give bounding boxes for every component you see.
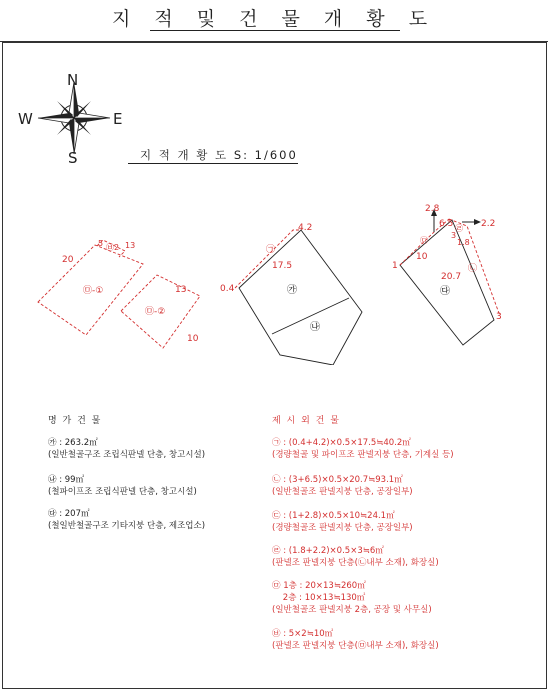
right-small-2: ㉡ xyxy=(468,264,478,274)
legend-line: (일반철골조 판넬지붕 2층, 공장 및 사무실) xyxy=(272,605,432,615)
left-small-label: ㉥ xyxy=(106,243,114,252)
legend-line: (경량철골 및 파이프조 판넬지붕 단층, 기계실 등) xyxy=(272,450,454,460)
legend-red-item xyxy=(272,580,432,616)
mid-small-label: ㉠ xyxy=(266,245,276,255)
right-label: ㉰ xyxy=(440,286,450,297)
legend-red-title: 제 시 외 건 물 xyxy=(272,416,341,426)
left-dim-d2: 2 xyxy=(114,243,120,252)
site-diagram xyxy=(0,195,548,365)
right-dim-t9: 3 xyxy=(496,312,502,322)
legend-line: ㉮ : 263.2㎡ xyxy=(48,438,98,448)
legend-line: ㉡ : (3+6.5)×0.5×20.7≒93.1㎡ xyxy=(272,475,403,485)
left-dim-right: 13 xyxy=(175,285,187,295)
right-small-3: ㉣ xyxy=(455,224,463,233)
mid-dim-l1: 4.2 xyxy=(298,223,313,233)
legend-line: ㉤ 1층 : 20×13≒260㎡ xyxy=(272,581,366,591)
right-small-1: ㉢ xyxy=(420,236,428,245)
left-dim-bottom: 10 xyxy=(187,334,199,344)
legend-red-item xyxy=(272,628,439,652)
legend-line: (철일반철골구조 기타지붕 단층, 제조업소) xyxy=(48,521,206,531)
legend-black-item xyxy=(48,437,205,461)
legend-line: ㉣ : (1.8+2.2)×0.5×3≒6㎡ xyxy=(272,546,384,556)
compass-n: N xyxy=(67,72,79,89)
legend-black-item xyxy=(48,474,197,498)
right-dim-t2: 6.5 xyxy=(439,219,454,229)
legend-line: (경량철골조 판넬지붕 단층, 공장일부) xyxy=(272,523,413,533)
left-dim-d1: 5 xyxy=(98,239,104,248)
middle-buildings xyxy=(235,230,362,365)
legend-line: ㉰ : 207㎡ xyxy=(48,509,90,519)
right-dim-t5: 1.8 xyxy=(457,238,470,247)
legend-red-item xyxy=(272,510,413,534)
left-dim-top: 20 xyxy=(62,255,74,265)
legend-line: ㉥ : 5×2≒10㎡ xyxy=(272,629,334,639)
right-dim-t4: 3 xyxy=(451,231,457,240)
scale-underline xyxy=(128,163,298,164)
legend-line: (철파이프조 조립식판넬 단층, 창고시설) xyxy=(48,487,197,497)
right-dim-t3: 2.2 xyxy=(481,219,496,229)
right-dim-t7: 10 xyxy=(416,252,428,262)
legend-line: (판넬조 판넬지붕 단층(㉤내부 소재), 화장실) xyxy=(272,641,439,651)
legend-line: ㉢ : (1+2.8)×0.5×10≒24.1㎡ xyxy=(272,511,395,521)
right-dim-t6: 1 xyxy=(392,261,398,271)
compass-e: E xyxy=(113,110,123,128)
legend-red-item xyxy=(272,474,413,498)
mid-dim-l3: 0.4 xyxy=(220,284,235,294)
title-underline xyxy=(150,30,400,31)
legend-line: (판넬조 판넬지붕 단층(㉡내부 소재), 화장실) xyxy=(272,558,439,568)
legend-line: ㉠ : (0.4+4.2)×0.5×17.5≒40.2㎡ xyxy=(272,438,411,448)
left-label-2: ㉤-② xyxy=(145,307,166,317)
legend-line: ㉯ : 99㎡ xyxy=(48,475,85,485)
legend-line: (일반철골조 판넬지붕 단층, 공장일부) xyxy=(272,487,413,497)
right-dim-t1: 2.8 xyxy=(425,204,440,214)
page-title: 지 적 및 건 물 개 황 도 xyxy=(111,8,437,30)
legend-red-item xyxy=(272,545,439,569)
compass-rose-icon xyxy=(18,72,128,164)
mid-label-b: ㉯ xyxy=(310,322,320,333)
legend-line: 2층 : 10×13≒130㎡ xyxy=(272,593,366,603)
legend-red-item xyxy=(272,437,454,461)
compass-s: S xyxy=(68,149,78,164)
left-label-1: ㉤-① xyxy=(83,286,104,296)
scale-label: 지 적 개 황 도 S: 1/600 xyxy=(140,148,298,162)
mid-dim-l2: 17.5 xyxy=(272,261,293,271)
legend-black-item xyxy=(48,508,205,532)
mid-label-a: ㉮ xyxy=(287,285,297,296)
right-dim-t8: 20.7 xyxy=(441,272,462,282)
legend-black-title: 명 가 건 물 xyxy=(48,416,102,426)
compass-w: W xyxy=(18,110,33,128)
left-dim-d3: 13 xyxy=(125,241,136,250)
legend-line: (일반철골구조 조립식판넬 단층, 창고시설) xyxy=(48,450,206,460)
